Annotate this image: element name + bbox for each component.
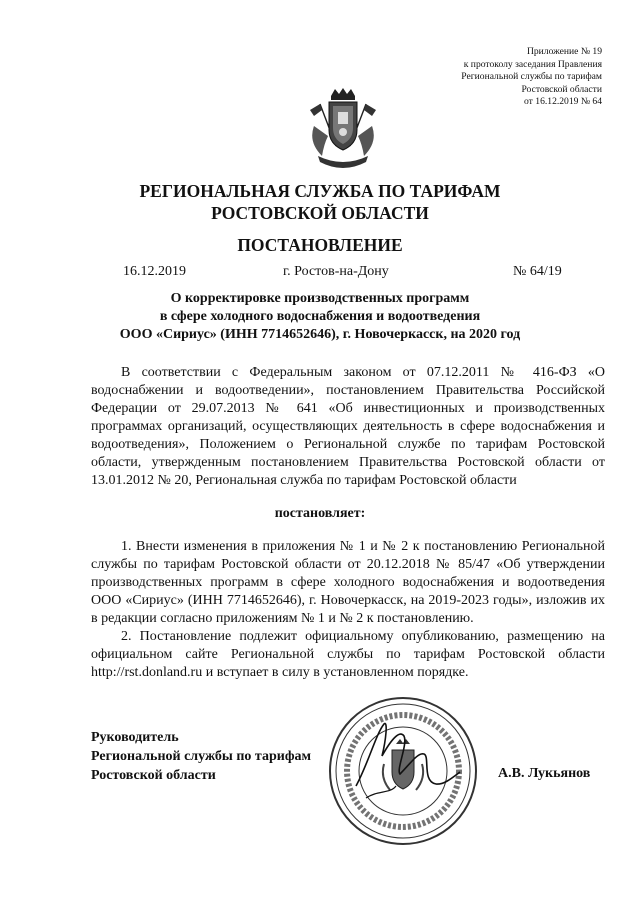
subject-line: ООО «Сириус» (ИНН 7714652646), г. Новочеркасск, на 2020 год [119, 327, 521, 342]
signatory-title [91, 728, 311, 785]
signatory-name: А.В. Лукьянов [498, 766, 591, 781]
org-line: РОСТОВСКОЙ ОБЛАСТИ [211, 203, 429, 223]
appendix-note [461, 46, 602, 109]
signatory-title-line: Руководитель [91, 730, 179, 745]
appendix-line: от 16.12.2019 № 64 [524, 96, 602, 108]
document-type: ПОСТАНОВЛЕНИЕ [237, 235, 403, 255]
appendix-line: Региональной службы по тарифам [461, 71, 602, 83]
organization-name [0, 180, 640, 224]
document-subject [0, 290, 640, 344]
signatory-title-line: Региональной службы по тарифам [91, 749, 312, 764]
appendix-line: Ростовской области [521, 83, 602, 95]
item-1-paragraph: 1. Внести изменения в приложения № 1 и № 2 к постановлению Региональной службы по тарифам Ростовской области от 20.12.2018 № 85/47 «Об утверждении производственных программ в сфере холодного водоснабжения и водоотведения ООО «Сириус» (ИНН 7714652646), г. Новочеркасск, на 2019-2023 годы», изложив их в редакции согласно приложениям № 1 и № 2 к постановлению. [91, 539, 605, 626]
preamble-paragraph: В соответствии с Федеральным законом от 07.12.2011 № 416-ФЗ «О водоснабжении и водоотведении», постановлением Правительства Российской Федерации от 29.07.2013 № 641 «Об инвестиционных и производственных программах организаций, осуществляющих деятельность в сфере водоснабжения и водоотведения», Положением о Региональной службе по тарифам Ростовской области, утвержденным постановлением Правительства Ростовской области от 13.01.2012 № 20, Региональная служба по тарифам Ростовской области [91, 365, 605, 488]
decree-word: постановляет: [274, 506, 366, 521]
appendix-line: к протоколу заседания Правления [463, 58, 602, 70]
item-2-paragraph: 2. Постановление подлежит официальному опубликованию, размещению на официальном сайте Региональной службы по тарифам Ростовской области http://rst.donland.ru и вступает в силу в установленном порядке. [91, 629, 605, 680]
document-city: г. Ростов-на-Дону [283, 264, 389, 279]
coat-of-arms-icon [300, 86, 386, 174]
document-date: 16.12.2019 [123, 264, 186, 279]
document-number: № 64/19 [513, 264, 562, 279]
appendix-line: Приложение № 19 [526, 46, 602, 57]
subject-line: О корректировке производственных программ [170, 291, 470, 306]
official-seal-icon [326, 694, 480, 848]
subject-line: в сфере холодного водоснабжения и водоотведения [159, 309, 481, 324]
org-line: РЕГИОНАЛЬНАЯ СЛУЖБА ПО ТАРИФАМ [139, 181, 501, 201]
signatory-title-line: Ростовской области [91, 768, 216, 783]
